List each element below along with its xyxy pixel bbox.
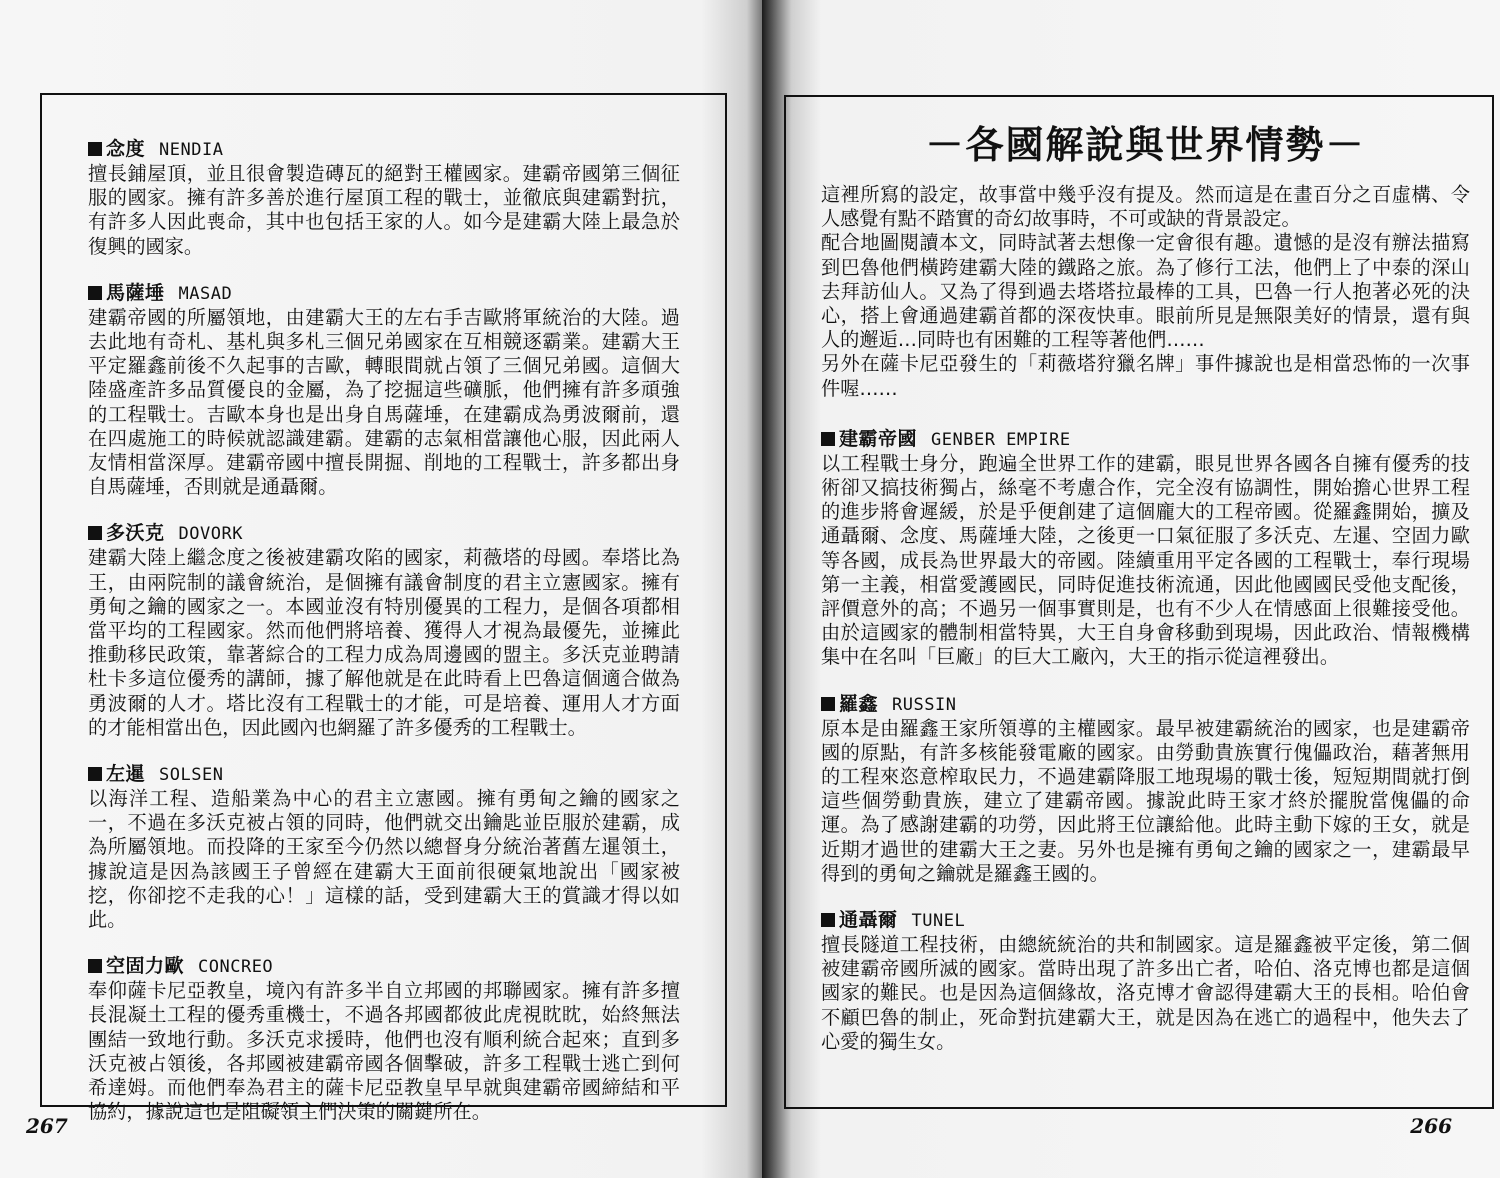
- square-bullet-icon: [88, 286, 102, 300]
- section-heading: 空固力歐 CONCREO: [88, 954, 680, 979]
- intro-paragraph: 配合地圖閱讀本文，同時試著去想像一定會很有趣。遺憾的是沒有辦法描寫到巴魯他們橫跨建霸大陸的鐵路之旅。為了修行工法，他們上了中泰的深山去拜訪仙人。又為了得到過去塔塔拉最棒的工具，巴魯一行人抱著必死的決心，搭上會通過建霸首都的深夜快車。眼前所見是無限美好的情景，還有與人的邂逅…同時也有困難的工程等著他們……: [821, 231, 1470, 352]
- section-text: 建霸大陸上繼念度之後被建霸攻陷的國家，莉薇塔的母國。奉塔比為王，由兩院制的議會統治，是個擁有議會制度的君主立憲國家。擁有勇甸之鑰的國家之一。本國並沒有特別優異的工程力，是個各項都相當平均的工程國家。然而他們將培養、獲得人才視為最優先，並擁此推動移民政策，靠著綜合的工程力成為周邊國的盟主。多沃克並聘請杜卡多這位優秀的講師，據了解他就是在此時看上巴魯這個適合做為勇波爾的人才。塔比沒有工程戰士的才能，可是培養、運用人才方面的才能相當出色，因此國內也網羅了許多優秀的工程戰士。: [88, 546, 680, 739]
- section-heading: 羅鑫 RUSSIN: [821, 692, 1470, 717]
- section-dovork: [88, 521, 680, 740]
- section-heading: 念度 NENDIA: [88, 137, 680, 162]
- section-heading: 左暹 SOLSEN: [88, 762, 680, 787]
- section-heading: 多沃克 DOVORK: [88, 521, 680, 546]
- square-bullet-icon: [88, 142, 102, 156]
- intro-paragraph: 這裡所寫的設定，故事當中幾乎沒有提及。然而這是在畫百分之百虛構、令人感覺有點不踏實的奇幻故事時，不可或缺的背景設定。: [821, 183, 1470, 231]
- section-tunel: [821, 908, 1470, 1054]
- section-concreo: [88, 954, 680, 1124]
- section-nendia: [88, 137, 680, 259]
- section-text: 奉仰薩卡尼亞教皇，境內有許多半自立邦國的邦聯國家。擁有許多擅長混凝土工程的優秀重機士，不過各邦國都彼此虎視眈眈，始終無法團結一致地行動。多沃克求援時，他們也沒有順利統合起來；直到多沃克被占領後，各邦國被建霸帝國各個擊破，許多工程戰士逃亡到何希達姆。而他們奉為君主的薩卡尼亞教皇早早就與建霸帝國締結和平協約，據說這也是阻礙領主們決策的關鍵所在。: [88, 979, 680, 1124]
- section-heading: 馬薩埵 MASAD: [88, 281, 680, 306]
- section-heading: 通聶爾 TUNEL: [821, 908, 1470, 933]
- square-bullet-icon: [821, 913, 835, 927]
- section-text: 以海洋工程、造船業為中心的君主立憲國。擁有勇甸之鑰的國家之一，不過在多沃克被占領的同時，他們就交出鑰匙並臣服於建霸，成為所屬領地。而投降的王家至今仍然以總督身分統治著舊左暹領土，據說這是因為該國王子曾經在建霸大王面前很硬氣地說出「國家被挖，你卻挖不走我的心！」這樣的話，受到建霸大王的賞識才得以如此。: [88, 787, 680, 932]
- right-page: [762, 0, 1500, 1178]
- square-bullet-icon: [88, 959, 102, 973]
- left-text-frame: [40, 93, 727, 1124]
- section-masad: [88, 281, 680, 500]
- square-bullet-icon: [88, 767, 102, 781]
- section-text: 以工程戰士身分，跑遍全世界工作的建霸，眼見世界各國各自擁有優秀的技術卻又搞技術獨占，絲毫不考慮合作，完全沒有協調性，開始擔心世界工程的進步將會遲緩，於是乎便創建了這個龐大的工程帝國。從羅鑫開始，擴及通聶爾、念度、馬薩埵大陸，之後更一口氣征服了多沃克、左暹、空固力歐等各國，成長為世界最大的帝國。陸續重用平定各國的工程戰士，奉行現場第一主義，相當愛護國民，同時促進技術流通，因此他國國民受他支配後，評價意外的高；不過另一個事實則是，也有不少人在情感面上很難接受他。由於這國家的體制相當特異，大王自身會移動到現場，因此政治、情報機構集中在名叫「巨廠」的巨大工廠內，大王的指示從這裡發出。: [821, 451, 1470, 669]
- section-genber-empire: [821, 427, 1470, 670]
- square-bullet-icon: [821, 697, 835, 711]
- section-text: 擅長鋪屋頂，並且很會製造磚瓦的絕對王權國家。建霸帝國第三個征服的國家。擁有許多善於進行屋頂工程的戰士，並徹底與建霸對抗，有許多人因此喪命，其中也包括王家的人。如今是建霸大陸上最急於復興的國家。: [88, 162, 680, 258]
- page-number: 266: [1410, 1114, 1452, 1138]
- section-solsen: [88, 762, 680, 932]
- page-title: －各國解說與世界情勢－: [925, 123, 1366, 167]
- section-text: 建霸帝國的所屬領地，由建霸大王的左右手吉歐將軍統治的大陸。過去此地有奇札、基札與多札三個兄弟國家在互相競逐霸業。建霸大王平定羅鑫前後不久起事的吉歐，轉眼間就占領了三個兄弟國。這個大陸盛產許多品質優良的金屬，為了挖掘這些礦脈，他們擁有許多頑強的工程戰士。吉歐本身也是出身自馬薩埵，在建霸成為勇波爾前，還在四處施工的時候就認識建霸。建霸的志氣相當讓他心服，因此兩人友情相當深厚。建霸帝國中擅長開掘、削地的工程戰士，許多都出身自馬薩埵，否則就是通聶爾。: [88, 305, 680, 499]
- square-bullet-icon: [821, 432, 835, 446]
- intro-text: [821, 183, 1470, 401]
- right-text-frame: [784, 95, 1494, 1109]
- intro-paragraph: 另外在薩卡尼亞發生的「莉薇塔狩獵名牌」事件據說也是相當恐怖的一次事件喔……: [821, 352, 1470, 400]
- square-bullet-icon: [88, 526, 102, 540]
- section-text: 擅長隧道工程技術，由總統統治的共和制國家。這是羅鑫被平定後，第二個被建霸帝國所滅的國家。當時出現了許多出亡者，哈伯、洛克博也都是這個國家的難民。也是因為這個緣故，洛克博才會認得建霸大王的長相。哈伯會不顧巴魯的制止，死命對抗建霸大王，就是因為在逃亡的過程中，他失去了心愛的獨生女。: [821, 933, 1470, 1053]
- section-text: 原本是由羅鑫王家所領導的主權國家。最早被建霸統治的國家，也是建霸帝國的原點，有許多核能發電廠的國家。由勞動貴族實行傀儡政治，藉著無用的工程來恣意榨取民力，不過建霸降服工地現場的戰士後，短短期間就打倒這些個勞動貴族，建立了建霸帝國。據說此時王家才終於擺脫當傀儡的命運。為了感謝建霸的功勞，因此將王位讓給他。此時主動下嫁的王女，就是近期才過世的建霸大王之妻。另外也是擁有勇甸之鑰的國家之一，建霸最早得到的勇甸之鑰就是羅鑫王國的。: [821, 716, 1470, 885]
- page-number: 267: [26, 1114, 68, 1138]
- section-heading: 建霸帝國 GENBER EMPIRE: [821, 427, 1470, 452]
- section-russin: [821, 692, 1470, 886]
